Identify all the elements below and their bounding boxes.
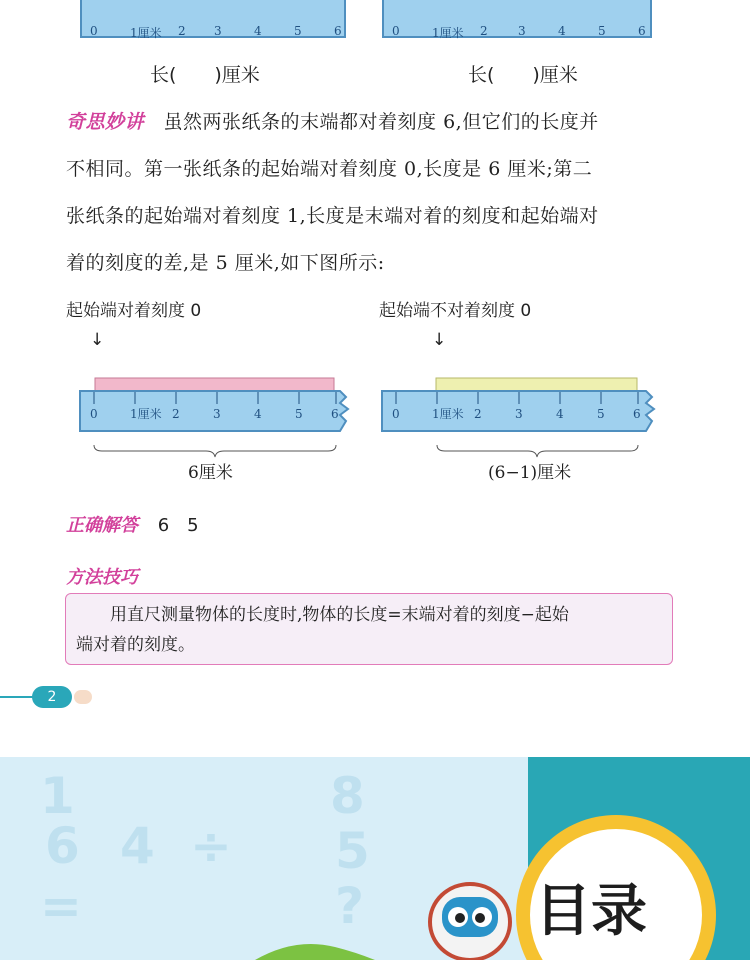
tick-label: 2 (480, 24, 488, 38)
tick-label: 1厘米 (432, 407, 464, 421)
tick-label: 3 (518, 24, 526, 38)
method-text (76, 600, 662, 660)
method-text-line-1: 用直尺测量物体的长度时,物体的长度=末端对着的刻度−起始 (110, 605, 569, 625)
method-tag: 方法技巧 (66, 567, 138, 588)
tick-label: 1厘米 (432, 26, 464, 40)
page-number: 2 (32, 686, 72, 708)
table-of-contents-cover (0, 757, 750, 960)
doodle-digit: 6 (45, 817, 80, 875)
explanation-line-4: 着的刻度的差,是 5 厘米,如下图所示: (66, 252, 385, 274)
tick-label: 6 (331, 407, 339, 421)
tick-label: 0 (392, 24, 400, 38)
length-brace (437, 445, 638, 457)
tick-label: 0 (90, 407, 98, 421)
ruler-figure-right (380, 375, 670, 485)
length-label-right: (6−1)厘米 (488, 463, 572, 483)
doodle-symbol: ? (335, 877, 365, 935)
explanation-paragraph (66, 99, 686, 287)
tick-label: 4 (254, 24, 262, 38)
tick-label: 0 (90, 24, 98, 38)
top-ruler-left (80, 0, 346, 38)
explanation-line-3: 张纸条的起始端对着刻度 1,长度是末端对着的刻度和起始端对 (66, 205, 599, 227)
doodle-digit: 5 (335, 822, 370, 880)
tick-label: 2 (172, 407, 180, 421)
explain-text: 虽然两张纸条的末端都对着刻度 6,但它们的长度并 (163, 111, 599, 133)
tick-label: 5 (597, 407, 605, 421)
answer-tag: 正确解答 (66, 515, 138, 536)
tick-label: 5 (295, 407, 303, 421)
ruler-figure-left (78, 375, 368, 485)
paper-strip-pink (95, 378, 334, 392)
tick-label: 3 (214, 24, 222, 38)
doodle-digit: 8 (330, 767, 365, 825)
left-caption: 起始端对着刻度 0 (66, 301, 202, 321)
arrow-down-icon: ↓ (90, 330, 105, 350)
method-heading (66, 563, 138, 589)
correct-answer-row (66, 511, 199, 537)
doodle-symbol: = (40, 877, 82, 935)
tick-label: 3 (213, 407, 221, 421)
method-tip-box (65, 593, 673, 665)
paper-strip-yellow (436, 378, 637, 392)
tick-label: 4 (254, 407, 262, 421)
tick-label: 2 (474, 407, 482, 421)
arrow-down-icon: ↓ (432, 330, 447, 350)
explanation-line-1 (66, 99, 686, 146)
length-brace (94, 445, 336, 457)
tick-label: 6 (334, 24, 342, 38)
tick-label: 0 (392, 407, 400, 421)
tick-label: 6 (638, 24, 646, 38)
tick-label: 4 (558, 24, 566, 38)
green-hill-icon (255, 937, 375, 960)
tick-label: 4 (556, 407, 564, 421)
doodle-symbol: ÷ (190, 817, 232, 875)
length-label-left: 6厘米 (188, 463, 233, 483)
answer-values: 6 5 (157, 515, 199, 536)
tick-label: 1厘米 (130, 26, 162, 40)
tick-label: 3 (515, 407, 523, 421)
tick-label: 5 (598, 24, 606, 38)
tick-label: 5 (294, 24, 302, 38)
robot-mascot-icon (420, 867, 520, 960)
right-caption: 起始端不对着刻度 0 (379, 301, 532, 321)
page-dot (74, 690, 92, 704)
answer-blank-right: 长( )厘米 (468, 64, 578, 86)
doodle-digit: 1 (40, 767, 75, 825)
explanation-line-2: 不相同。第一张纸条的起始端对着刻度 0,长度是 6 厘米;第二 (66, 158, 593, 180)
top-ruler-right (382, 0, 652, 38)
tick-label: 2 (178, 24, 186, 38)
tick-label: 6 (633, 407, 641, 421)
answer-blank-left: 长( )厘米 (150, 64, 260, 86)
doodle-digit: 4 (120, 817, 155, 875)
cover-title: 目录 (535, 879, 647, 944)
explain-tag: 奇思妙讲 (66, 111, 145, 133)
method-text-line-2: 端对着的刻度。 (76, 635, 195, 655)
tick-label: 1厘米 (130, 407, 162, 421)
